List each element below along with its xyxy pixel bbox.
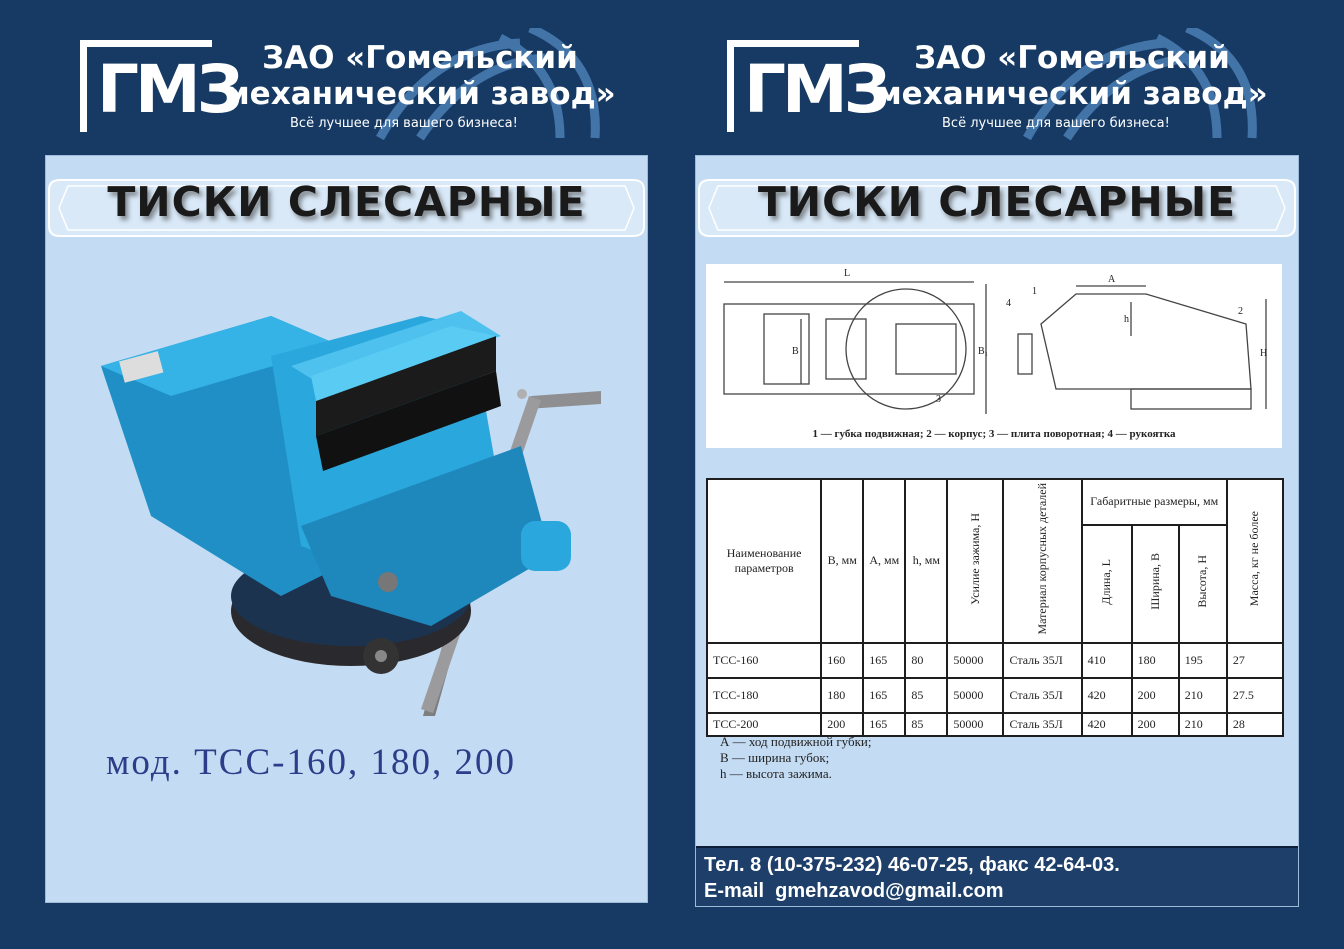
company-name-line1: ЗАО «Гомельский: [262, 40, 578, 76]
header-mass-text: Масса, кг не более: [1247, 511, 1262, 607]
table-cell: Сталь 35Л: [1003, 713, 1081, 736]
right-card: [695, 155, 1299, 907]
page-title: ТИСКИ СЛЕСАРНЫЕ: [757, 178, 1237, 226]
table-row: [707, 643, 1283, 678]
table-cell: 160: [821, 643, 863, 678]
company-logo: [727, 40, 887, 132]
company-slogan: Всё лучшее для вашего бизнеса!: [290, 116, 518, 131]
table-cell: 50000: [947, 643, 1003, 678]
header-force: [947, 479, 1003, 643]
note-line: В — ширина губок;: [720, 750, 830, 765]
table-cell: 50000: [947, 678, 1003, 713]
left-card: [45, 155, 648, 903]
company-name: [215, 40, 625, 112]
spec-table: [706, 478, 1284, 737]
part-label: 4: [1006, 298, 1011, 309]
table-cell: 85: [905, 678, 947, 713]
table-header-row: [707, 479, 1283, 525]
table-cell: ТСС-160: [707, 643, 821, 678]
technical-drawing: [706, 264, 1282, 448]
table-row: [707, 678, 1283, 713]
table-cell: 165: [863, 643, 905, 678]
table-cell: 27.5: [1227, 678, 1283, 713]
header-material-text: Материал корпусных деталей: [1034, 483, 1049, 635]
contact-email: E-mail gmehzavod@gmail.com: [704, 880, 1004, 902]
company-name-line2: механический завод»: [876, 76, 1268, 112]
table-cell: 180: [821, 678, 863, 713]
part-label: 3: [936, 394, 941, 405]
header-width-text: Ширина, B: [1147, 553, 1162, 611]
table-cell: Сталь 35Л: [1003, 678, 1081, 713]
dim-label: h: [1124, 314, 1129, 325]
header-length-text: Длина, L: [1099, 558, 1114, 605]
table-row: [707, 713, 1283, 736]
dim-label: A: [1108, 274, 1116, 285]
vise-photo: [101, 296, 601, 716]
drawing-caption: 1 — губка подвижная; 2 — корпус; 3 — плита поворотная; 4 — рукоятка: [812, 428, 1176, 440]
contact-bar: [696, 846, 1298, 906]
drawing-lines: [706, 264, 1282, 424]
note-line: А — ход подвижной губки;: [720, 734, 872, 749]
logo-text: ГМЗ: [97, 51, 240, 128]
company-logo: [80, 40, 240, 132]
page-title: ТИСКИ СЛЕСАРНЫЕ: [107, 178, 586, 226]
note-line: h — высота зажима.: [720, 766, 832, 781]
header-mass: [1227, 479, 1283, 643]
table-cell: 210: [1179, 678, 1227, 713]
table-cell: 165: [863, 678, 905, 713]
header-material: [1003, 479, 1081, 643]
model-caption: мод. ТСС-160, 180, 200: [106, 742, 516, 783]
table-cell: 180: [1132, 643, 1179, 678]
table-cell: 210: [1179, 713, 1227, 736]
table-cell: 85: [905, 713, 947, 736]
table-cell: 28: [1227, 713, 1283, 736]
company-name-line2: механический завод»: [224, 76, 616, 112]
table-cell: ТСС-200: [707, 713, 821, 736]
dim-label: L: [844, 268, 851, 279]
dim-label: B₁: [978, 346, 989, 357]
table-cell: 165: [863, 713, 905, 736]
table-notes: [720, 734, 871, 782]
logo-text: ГМЗ: [744, 51, 887, 128]
header-h: h, мм: [905, 479, 947, 643]
contact-phone: Тел. 8 (10-375-232) 46-07-25, факс 42-64-03.: [704, 854, 1120, 876]
part-label: 1: [1032, 286, 1037, 297]
table-cell: ТСС-180: [707, 678, 821, 713]
header-height-text: Высота, H: [1195, 555, 1210, 608]
table-cell: 200: [821, 713, 863, 736]
table-cell: 410: [1082, 643, 1132, 678]
header-width: [1132, 525, 1179, 643]
company-name: [867, 40, 1277, 112]
table-cell: 27: [1227, 643, 1283, 678]
table-cell: 420: [1082, 713, 1132, 736]
part-label: 2: [1238, 306, 1243, 317]
header-dims-group: Габаритные размеры, мм: [1082, 479, 1227, 525]
company-slogan: Всё лучшее для вашего бизнеса!: [942, 116, 1170, 131]
header-force-text: Усилие зажима, Н: [967, 512, 982, 605]
header-height: [1179, 525, 1227, 643]
left-header: [0, 28, 672, 148]
table-cell: 200: [1132, 713, 1179, 736]
header-name: Наименование параметров: [707, 479, 821, 643]
header-a: A, мм: [863, 479, 905, 643]
table-cell: 50000: [947, 713, 1003, 736]
dim-label: H: [1260, 348, 1268, 359]
table-cell: 195: [1179, 643, 1227, 678]
right-header: [672, 28, 1344, 148]
table-cell: 420: [1082, 678, 1132, 713]
header-length: [1082, 525, 1132, 643]
header-b: B, мм: [821, 479, 863, 643]
table-cell: 200: [1132, 678, 1179, 713]
company-name-line1: ЗАО «Гомельский: [914, 40, 1230, 76]
table-cell: 80: [905, 643, 947, 678]
dim-label: B: [792, 346, 799, 357]
table-cell: Сталь 35Л: [1003, 643, 1081, 678]
